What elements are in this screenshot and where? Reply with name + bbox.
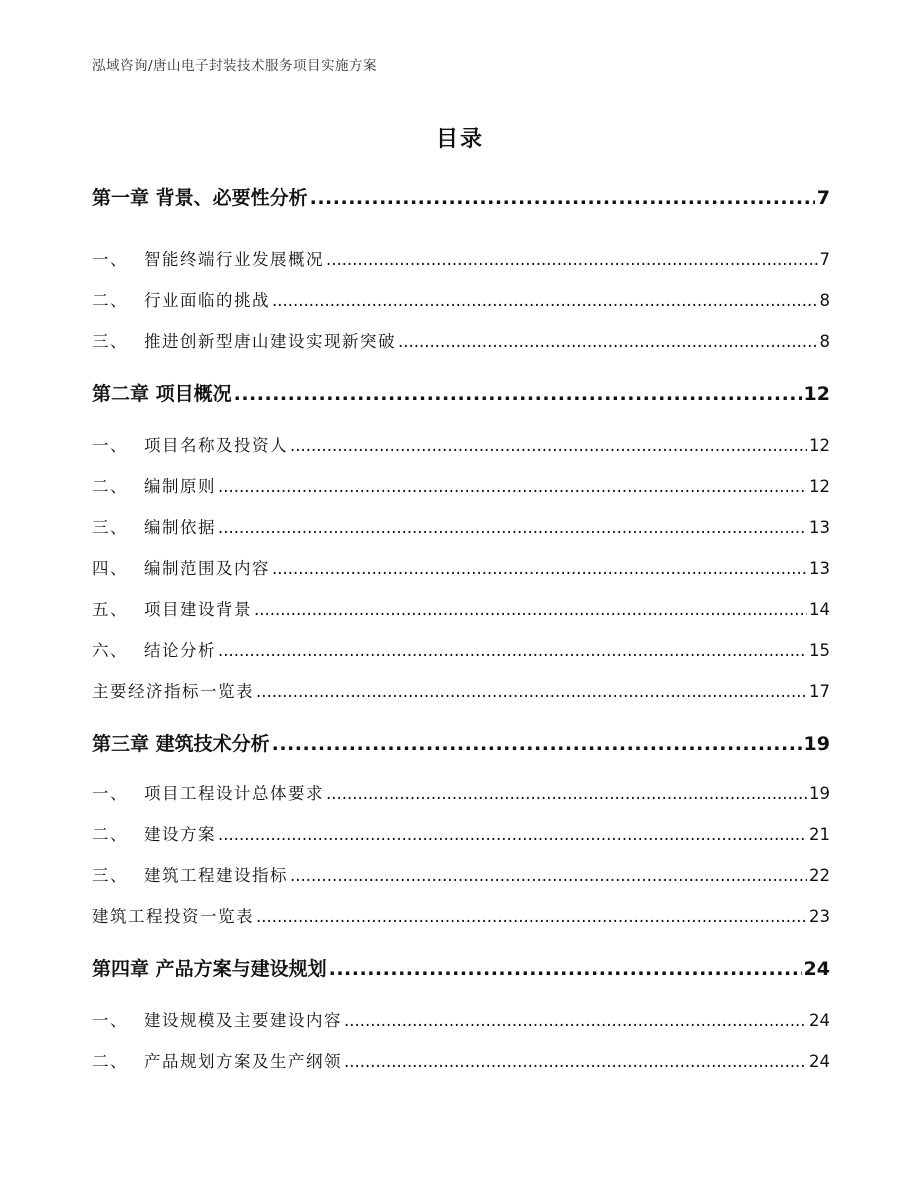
toc-page-number: 24 <box>809 1011 830 1030</box>
toc-section[interactable] <box>92 432 830 456</box>
dot-leader <box>344 1011 807 1030</box>
toc-section-number: 三、 <box>92 518 128 537</box>
toc-section-number: 一、 <box>92 784 128 803</box>
toc-chapter-3[interactable] <box>92 729 830 756</box>
toc-page-number: 13 <box>809 559 830 578</box>
dot-leader <box>272 559 807 578</box>
toc-entry-label: 第二章 项目概况 <box>92 379 232 406</box>
toc-section-number: 一、 <box>92 436 128 455</box>
dot-leader <box>272 291 818 310</box>
toc-entry-label: 第三章 建筑技术分析 <box>92 729 270 756</box>
toc-section[interactable] <box>92 287 830 311</box>
toc-page-number: 17 <box>809 682 830 701</box>
toc-page-number: 12 <box>809 477 830 496</box>
dot-leader <box>254 600 807 619</box>
dot-leader <box>234 383 802 405</box>
toc-entry-label: 编制依据 <box>144 518 216 537</box>
toc-page-number: 13 <box>809 518 830 537</box>
toc-entry-label: 行业面临的挑战 <box>144 291 270 310</box>
toc-entry-label: 推进创新型唐山建设实现新突破 <box>144 332 396 351</box>
toc-entry-label: 产品规划方案及生产纲领 <box>144 1052 342 1071</box>
toc-section[interactable] <box>92 596 830 620</box>
toc-chapter-4[interactable] <box>92 954 830 981</box>
document-header: 泓域咨询/唐山电子封装技术服务项目实施方案 <box>92 58 378 74</box>
dot-leader <box>290 866 807 885</box>
toc-section-number: 三、 <box>92 866 128 885</box>
toc-section[interactable] <box>92 328 830 352</box>
toc-section[interactable] <box>92 780 830 804</box>
toc-title: 目录 <box>435 127 484 152</box>
toc-section[interactable] <box>92 903 830 927</box>
toc-entry-label: 主要经济指标一览表 <box>92 678 254 702</box>
toc-section[interactable] <box>92 678 830 702</box>
toc-page-number: 15 <box>809 641 830 660</box>
toc-section-number: 二、 <box>92 477 128 496</box>
toc-section-number: 六、 <box>92 641 128 660</box>
dot-leader <box>256 682 807 701</box>
toc-entry-label: 建设方案 <box>144 825 216 844</box>
toc-section[interactable] <box>92 821 830 845</box>
dot-leader <box>326 784 807 803</box>
toc-section-number: 二、 <box>92 825 128 844</box>
toc-entry-label: 结论分析 <box>144 641 216 660</box>
toc-page-number: 22 <box>809 866 830 885</box>
toc-page-number: 24 <box>803 958 830 980</box>
dot-leader <box>290 436 807 455</box>
toc-entry-label: 建设规模及主要建设内容 <box>144 1011 342 1030</box>
toc-section[interactable] <box>92 862 830 886</box>
toc-entry-label: 建筑工程建设指标 <box>144 866 288 885</box>
toc-page-number: 19 <box>803 733 830 755</box>
toc-entry-label: 项目建设背景 <box>144 600 252 619</box>
toc-section[interactable] <box>92 514 830 538</box>
toc-chapter-2[interactable] <box>92 379 830 406</box>
toc-section[interactable] <box>92 473 830 497</box>
toc-page-number: 8 <box>819 291 830 310</box>
toc-page-number: 8 <box>819 332 830 351</box>
toc-section[interactable] <box>92 555 830 579</box>
toc-page-number: 23 <box>809 907 830 926</box>
toc-section[interactable] <box>92 1048 830 1072</box>
dot-leader <box>329 958 802 980</box>
dot-leader <box>272 733 802 755</box>
toc-page-number: 21 <box>809 825 830 844</box>
dot-leader <box>398 332 818 351</box>
toc-page-number: 12 <box>809 436 830 455</box>
dot-leader <box>218 477 807 496</box>
toc-section-number: 二、 <box>92 291 128 310</box>
toc-entry-label: 第一章 背景、必要性分析 <box>92 183 308 210</box>
toc-entry-label: 编制范围及内容 <box>144 559 270 578</box>
toc-page-number: 14 <box>809 600 830 619</box>
toc-section-number: 四、 <box>92 559 128 578</box>
toc-entry-label: 建筑工程投资一览表 <box>92 903 254 927</box>
dot-leader <box>218 518 807 537</box>
toc-chapter-1[interactable] <box>92 183 830 210</box>
toc-entry-label: 智能终端行业发展概况 <box>144 250 324 269</box>
toc-section-number: 五、 <box>92 600 128 619</box>
toc-entry-label: 项目名称及投资人 <box>144 436 288 455</box>
toc-section[interactable] <box>92 1007 830 1031</box>
toc-page-number: 7 <box>816 187 830 209</box>
toc-page-number: 19 <box>809 784 830 803</box>
dot-leader <box>218 825 807 844</box>
toc-entry-label: 编制原则 <box>144 477 216 496</box>
toc-section[interactable] <box>92 246 830 270</box>
toc-section-number: 二、 <box>92 1052 128 1071</box>
dot-leader <box>218 641 807 660</box>
dot-leader <box>310 187 815 209</box>
toc-page-number: 12 <box>803 383 830 405</box>
toc-section-number: 一、 <box>92 1011 128 1030</box>
toc-page-number: 24 <box>809 1052 830 1071</box>
toc-entry-label: 项目工程设计总体要求 <box>144 784 324 803</box>
toc-section[interactable] <box>92 637 830 661</box>
toc-page-number: 7 <box>819 250 830 269</box>
dot-leader <box>326 250 818 269</box>
toc-entry-label: 第四章 产品方案与建设规划 <box>92 954 327 981</box>
dot-leader <box>344 1052 807 1071</box>
toc-section-number: 一、 <box>92 250 128 269</box>
toc-section-number: 三、 <box>92 332 128 351</box>
dot-leader <box>256 907 807 926</box>
